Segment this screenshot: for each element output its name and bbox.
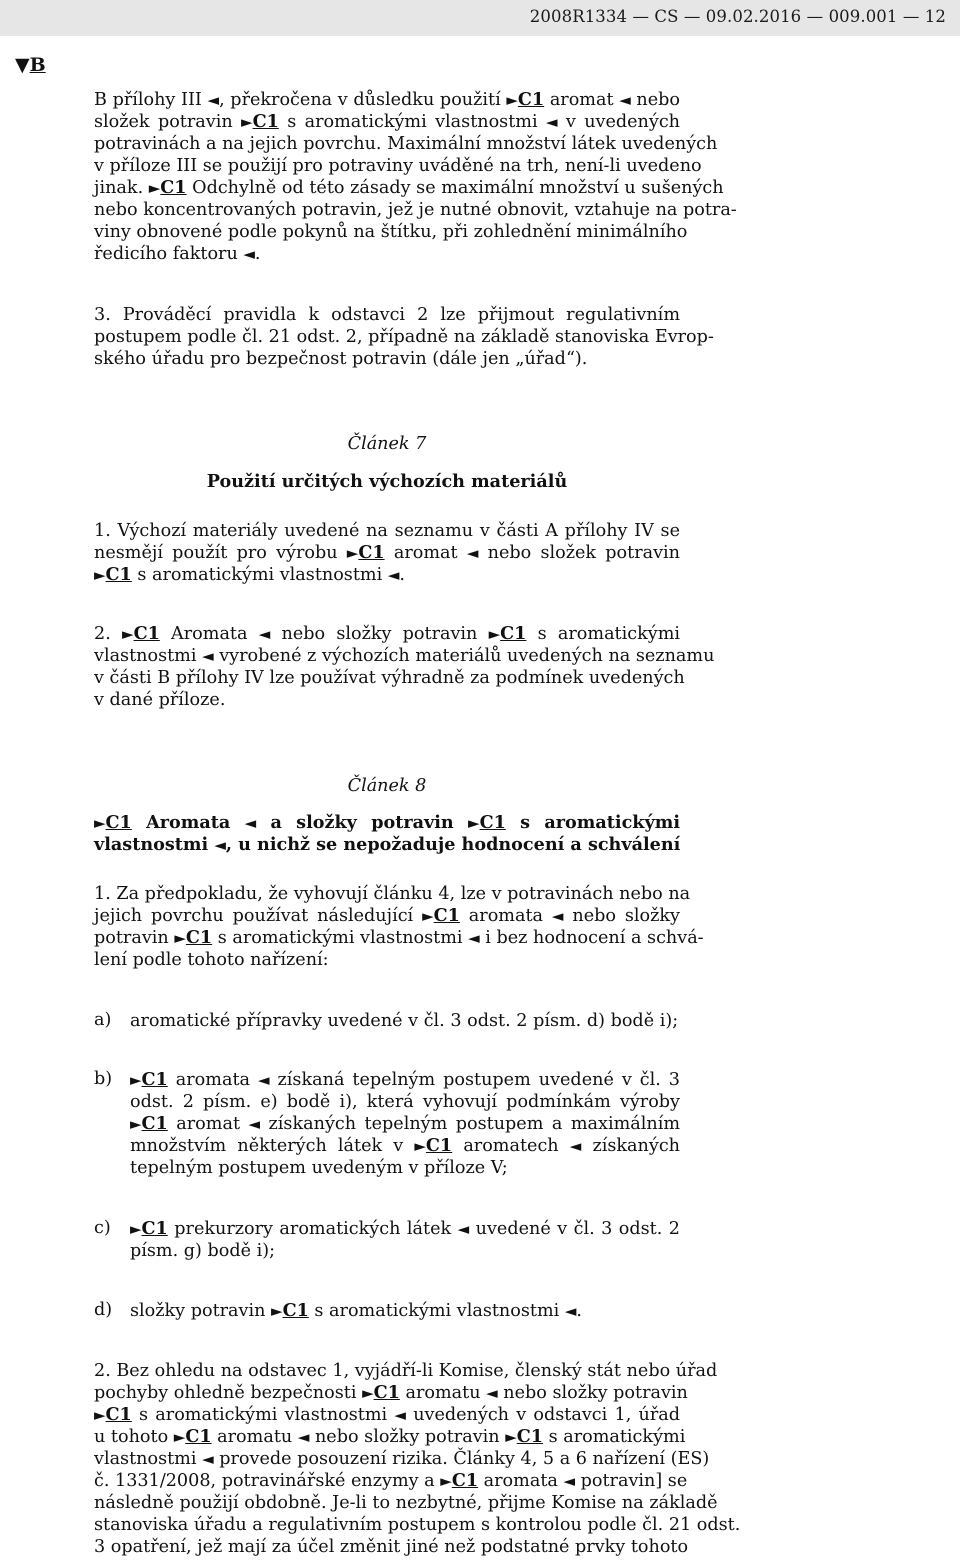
text-line: lení podle tohoto nařízení: [94, 950, 329, 970]
c1-marker: C1 [160, 177, 187, 198]
close-marker-icon: ◄ [563, 1472, 576, 1490]
text-line: v části B přílohy IV lze používat výhradně za podmínek uvedených [94, 668, 685, 688]
open-marker-icon: ► [94, 1406, 106, 1424]
paragraph-3 [94, 304, 714, 370]
text-line: ředicího faktoru ◄. [94, 244, 261, 264]
text-line: č. 1331/2008, potravinářské enzymy a ►C1 aromata ◄ potravin] se [94, 1470, 688, 1491]
article-8-number: Článek 8 [347, 776, 427, 796]
close-marker-icon: ◄ [457, 1220, 470, 1238]
open-marker-icon: ► [505, 1428, 517, 1446]
c1-marker: C1 [500, 623, 527, 644]
c1-marker: C1 [516, 1426, 543, 1447]
text-line: potravin ►C1 s aromatickými vlastnostmi ◄ i bez hodnocení a schvá- [94, 927, 704, 948]
close-marker-icon: ◄ [297, 1428, 310, 1446]
text-line: B přílohy III ◄, překročena v důsledku použití ►C1 aromat ◄ nebo [94, 89, 681, 110]
c1-marker: C1 [185, 1426, 212, 1447]
text-line: 1. Výchozí materiály uvedené na seznamu v části A přílohy IV se [94, 521, 680, 541]
open-marker-icon: ► [346, 544, 359, 562]
text-line: aromatické přípravky uvedené v čl. 3 odst. 2 písm. d) bodě i); [130, 1011, 679, 1031]
open-marker-icon: ► [94, 566, 106, 584]
close-marker-icon: ◄ [202, 647, 214, 665]
text-line: nebo koncentrovaných potravin, jež je nutné obnovit, vztahuje na potra- [94, 200, 737, 220]
list-item-b [130, 1069, 680, 1179]
open-marker-icon: ► [422, 907, 434, 925]
text-line: vlastnostmi ◄, u nichž se nepožaduje hodnocení a schválení [94, 834, 681, 855]
paragraph-continuation [94, 89, 737, 265]
c1-marker: C1 [282, 1300, 309, 1321]
text-line: postupem podle čl. 21 odst. 2, případně na základě stanoviska Evrop- [94, 327, 714, 347]
list-item-label: c) [94, 1218, 111, 1238]
close-marker-icon: ◄ [207, 91, 220, 109]
text-line: jinak. ►C1 Odchylně od této zásady se maximální množství u sušených [94, 177, 724, 198]
text-line: vlastnostmi ◄ provede posouzení rizika. Články 4, 5 a 6 nařízení (ES) [94, 1449, 710, 1469]
open-marker-icon: ► [488, 625, 501, 643]
article-7-paragraph-2 [94, 623, 715, 711]
list-item-c [130, 1218, 680, 1262]
page-header [0, 0, 960, 36]
text-line: u tohoto ►C1 aromatu ◄ nebo složky potravin ►C1 s aromatickými [94, 1426, 686, 1447]
open-marker-icon: ► [130, 1115, 142, 1133]
close-marker-icon: ◄ [545, 113, 558, 131]
close-marker-icon: ◄ [258, 1071, 270, 1089]
close-marker-icon: ◄ [243, 245, 255, 263]
open-marker-icon: ► [362, 1384, 374, 1402]
list-item-label: a) [94, 1010, 112, 1030]
close-marker-icon: ◄ [202, 1450, 214, 1468]
text-line: v dané příloze. [94, 690, 226, 710]
c1-marker: C1 [141, 1113, 168, 1134]
open-marker-icon: ► [414, 1137, 426, 1155]
list-item-d [130, 1300, 680, 1322]
c1-marker: C1 [141, 1218, 168, 1239]
open-marker-icon: ► [173, 1428, 186, 1446]
text-line: 3. Prováděcí pravidla k odstavci 2 lze přijmout regulativním [94, 305, 680, 325]
triangle-down-icon: ▼ [15, 54, 30, 76]
text-line: písm. g) bodě i); [130, 1241, 276, 1261]
c1-marker: C1 [141, 1069, 168, 1090]
text-line: ského úřadu pro bezpečnost potravin (dále jen „úřad“). [94, 349, 588, 369]
close-marker-icon: ◄ [214, 836, 226, 854]
open-marker-icon: ► [506, 91, 518, 109]
article-8-paragraph-1 [94, 883, 704, 971]
text-line: 2. ►C1 Aromata ◄ nebo složky potravin ►C1 s aromatickými [94, 623, 681, 644]
close-marker-icon: ◄ [551, 907, 564, 925]
text-line: vlastnostmi ◄ vyrobené z výchozích materiálů uvedených na seznamu [94, 646, 715, 666]
text-line: 1. Za předpokladu, že vyhovují článku 4, lze v potravinách nebo na [94, 884, 691, 904]
c1-marker: C1 [517, 89, 545, 110]
text-line: tepelným postupem uvedeným v příloze V; [130, 1158, 508, 1178]
open-marker-icon: ► [130, 1071, 142, 1089]
text-line: ►C1 aromat ◄ získaných tepelným postupem a maximálním [130, 1113, 681, 1134]
text-line: ►C1 aromata ◄ získaná tepelným postupem uvedené v čl. 3 [130, 1069, 681, 1090]
text-line: pochyby ohledně bezpečnosti ►C1 aromatu ◄ nebo složky potravin [94, 1382, 688, 1403]
close-marker-icon: ◄ [248, 1115, 261, 1133]
close-marker-icon: ◄ [486, 1384, 498, 1402]
open-marker-icon: ► [130, 1220, 142, 1238]
text-line: v příloze III se použijí pro potraviny uváděné na trh, není-li uvedeno [94, 156, 702, 176]
text-line: potravinách a na jejich povrchu. Maximální množství látek uvedených [94, 134, 718, 154]
article-7-paragraph-1 [94, 520, 680, 586]
text-line: množstvím některých látek v ►C1 aromatech ◄ získaných [130, 1135, 680, 1156]
c1-marker: C1 [105, 812, 132, 833]
text-line: viny obnovené podle pokynů na štítku, při zohlednění minimálního [94, 222, 688, 242]
text-line: 2. Bez ohledu na odstavec 1, vyjádří-li Komise, členský stát nebo úřad [94, 1361, 718, 1381]
c1-marker: C1 [252, 111, 279, 132]
close-marker-icon: ◄ [569, 1137, 582, 1155]
article-8-paragraph-2 [94, 1360, 741, 1558]
c1-marker: C1 [479, 812, 506, 833]
text-line: složky potravin ►C1 s aromatickými vlastnostmi ◄. [130, 1300, 582, 1321]
text-line: ►C1 prekurzory aromatických látek ◄ uvedené v čl. 3 odst. 2 [130, 1218, 681, 1239]
article-8-title [94, 812, 680, 856]
close-marker-icon: ◄ [258, 625, 271, 643]
close-marker-icon: ◄ [466, 544, 479, 562]
close-marker-icon: ◄ [244, 814, 257, 832]
list-item-label: d) [94, 1300, 113, 1320]
c1-marker: C1 [358, 542, 385, 563]
text-line: odst. 2 písm. e) bodě i), která vyhovují podmínkám výroby [130, 1092, 680, 1112]
open-marker-icon: ► [122, 625, 134, 643]
c1-marker: C1 [133, 623, 160, 644]
close-marker-icon: ◄ [468, 929, 480, 947]
text-line: 3 opatření, jež mají za účel změnit jiné než podstatné prvky tohoto [94, 1537, 689, 1557]
close-marker-icon: ◄ [619, 91, 631, 109]
c1-marker: C1 [105, 564, 132, 585]
text-line: nesmějí použít pro výrobu ►C1 aromat ◄ nebo složek potravin [94, 542, 681, 563]
article-7-number: Článek 7 [347, 434, 427, 454]
text-line: ►C1 s aromatickými vlastnostmi ◄. [94, 564, 405, 585]
close-marker-icon: ◄ [387, 566, 400, 584]
open-marker-icon: ► [241, 113, 253, 131]
text-line: následně použijí obdobně. Je-li to nezbytné, přijme Komise na základě [94, 1493, 718, 1513]
c1-marker: C1 [451, 1470, 479, 1491]
list-item-label: b) [94, 1069, 113, 1089]
text-line: ►C1 s aromatickými vlastnostmi ◄ uvedených v odstavci 1, úřad [94, 1404, 681, 1425]
text-line: stanoviska úřadu a regulativním postupem s kontrolou podle čl. 21 odst. [94, 1515, 741, 1535]
c1-marker: C1 [105, 1404, 132, 1425]
open-marker-icon: ► [94, 814, 106, 832]
c1-marker: C1 [185, 927, 213, 948]
list-item-a [130, 1010, 680, 1032]
open-marker-icon: ► [468, 814, 480, 832]
c1-marker: C1 [433, 905, 460, 926]
marker-letter: B [29, 54, 46, 76]
text-line: jejich povrchu používat následující ►C1 aromata ◄ nebo složky [94, 905, 680, 926]
c1-marker: C1 [425, 1135, 453, 1156]
amendment-marker-b [15, 54, 46, 76]
text-line: složek potravin ►C1 s aromatickými vlastnostmi ◄ v uvedených [94, 111, 681, 132]
c1-marker: C1 [373, 1382, 400, 1403]
article-7-title: Použití určitých výchozích materiálů [206, 471, 568, 492]
open-marker-icon: ► [148, 179, 161, 197]
document-reference: 2008R1334 — CS — 09.02.2016 — 009.001 — 12 [529, 7, 946, 26]
close-marker-icon: ◄ [394, 1406, 406, 1424]
close-marker-icon: ◄ [564, 1302, 577, 1320]
open-marker-icon: ► [174, 929, 186, 947]
open-marker-icon: ► [271, 1302, 283, 1320]
open-marker-icon: ► [440, 1472, 452, 1490]
text-line: ►C1 Aromata ◄ a složky potravin ►C1 s aromatickými [94, 812, 680, 833]
